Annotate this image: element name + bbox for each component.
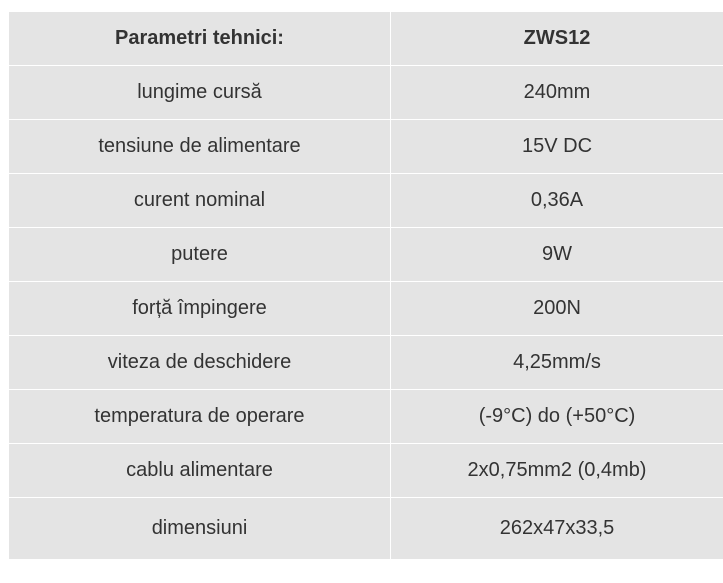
table-row [9,228,723,282]
row-param: cablu alimentare [9,444,391,498]
row-param: tensiune de alimentare [9,120,391,174]
table-row [9,390,723,444]
row-value: 0,36A [391,174,723,228]
table-row [9,444,723,498]
row-param: viteza de deschidere [9,336,391,390]
row-value: (-9°C) do (+50°C) [391,390,723,444]
table-row [9,336,723,390]
table-row [9,498,723,560]
row-param: dimensiuni [9,498,391,560]
table-row [9,120,723,174]
table-header-row [9,12,723,66]
table-row [9,66,723,120]
row-param: curent nominal [9,174,391,228]
table-row [9,174,723,228]
header-model: ZWS12 [391,12,723,66]
table-row [9,282,723,336]
row-value: 4,25mm/s [391,336,723,390]
row-param: lungime cursă [9,66,391,120]
row-value: 9W [391,228,723,282]
row-value: 15V DC [391,120,723,174]
row-param: putere [9,228,391,282]
row-param: temperatura de operare [9,390,391,444]
header-parameters: Parametri tehnici: [9,12,391,66]
row-value: 2x0,75mm2 (0,4mb) [391,444,723,498]
technical-specs-table [8,11,723,560]
row-value: 240mm [391,66,723,120]
row-param: forță împingere [9,282,391,336]
row-value: 200N [391,282,723,336]
row-value: 262x47x33,5 [391,498,723,560]
